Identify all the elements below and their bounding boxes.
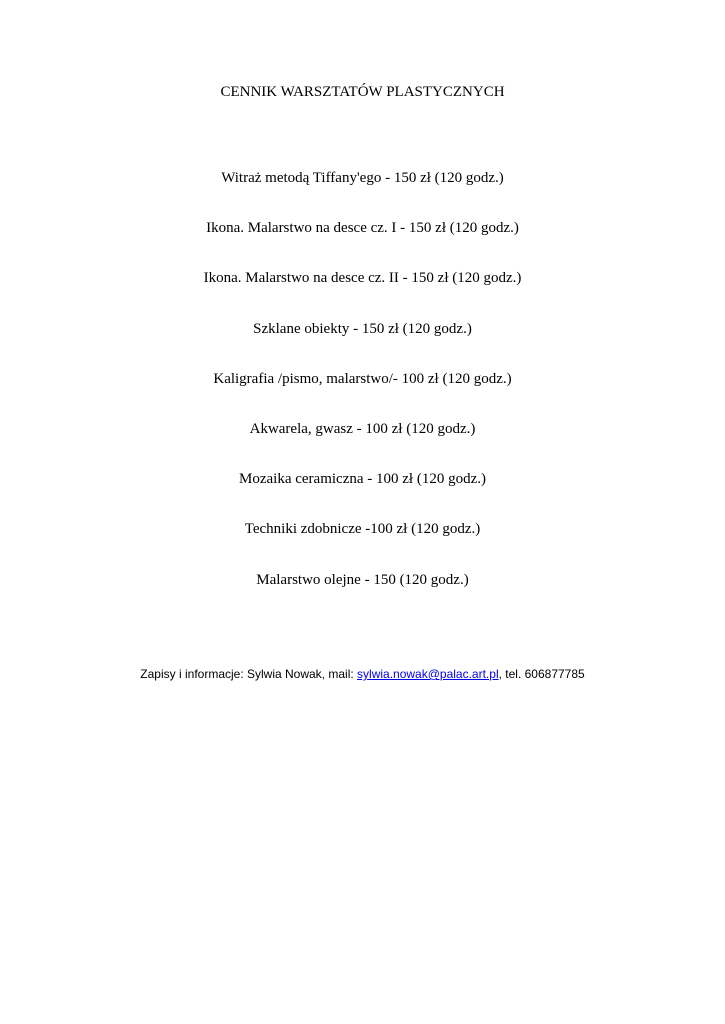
email-link[interactable]: sylwia.nowak@palac.art.pl	[357, 667, 499, 681]
document-title: CENNIK WARSZTATÓW PLASTYCZNYCH	[220, 84, 505, 100]
price-list-item: Mozaika ceramiczna - 100 zł (120 godz.)	[239, 471, 486, 488]
price-list-item: Techniki zdobnicze -100 zł (120 godz.)	[244, 521, 481, 538]
price-list-item: Witraż metodą Tiffany'ego - 150 zł (120 godz.)	[221, 170, 504, 186]
price-list-item: Szklane obiekty - 150 zł (120 godz.)	[253, 320, 472, 337]
price-list-item: Ikona. Malarstwo na desce cz. II - 150 zł (120 godz.)	[203, 270, 522, 287]
price-list-item: Akwarela, gwasz - 100 zł (120 godz.)	[249, 420, 476, 437]
price-list-item: Kaligrafia /pismo, malarstwo/- 100 zł (120 godz.)	[213, 370, 512, 387]
contact-info	[0, 667, 725, 681]
price-list-item: Ikona. Malarstwo na desce cz. I - 150 zł (120 godz.)	[206, 220, 519, 237]
price-list-item: Malarstwo olejne - 150 (120 godz.)	[256, 571, 469, 588]
workshop-price-list	[0, 168, 725, 620]
contact-suffix: , tel. 606877785	[498, 667, 585, 681]
contact-prefix: Zapisy i informacje: Sylwia Nowak, mail:	[140, 667, 358, 681]
